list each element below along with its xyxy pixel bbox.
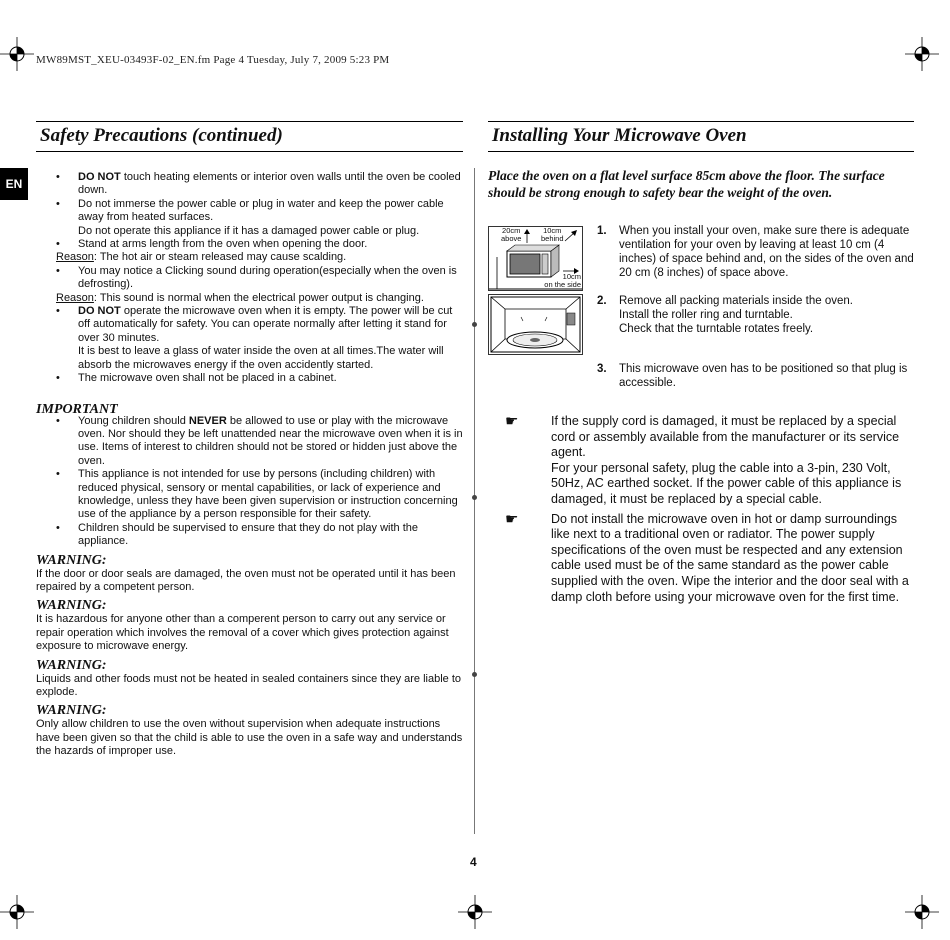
list-item: • Do not immerse the power cable or plug in water and keep the power cable away from heated surfaces. Do not operate this appliance if it has a damaged power cable or plug. (36, 198, 464, 238)
step-1: 1. When you install your oven, make sure there is adequate ventilation for your oven by leaving at least 10 cm (4 inches) of space behind and, on the sides of the oven and 20 cm (8 inches) of space above. (597, 225, 914, 279)
section-title-safety: Safety Precautions (continued) (36, 121, 463, 152)
warning-text: Liquids and other foods must not be heated in sealed containers since they are liable to explode. (36, 672, 461, 698)
step-2: 2. Remove all packing materials inside the oven. Install the roller ring and turntable. Check that the turntable rotates freely. (597, 295, 853, 335)
registration-mark-icon (905, 37, 939, 71)
warning-heading: WARNING: (36, 657, 107, 673)
list-item: • Young children should NEVER be allowed to use or play with the microwave oven. Nor should they be left unattended near the microwave oven when it is in use. Items of interest to children should not be stored or hidden just above the oven. (36, 415, 464, 469)
safety-bullets-1 (36, 171, 464, 251)
list-item: • DO NOT touch heating elements or interior oven walls until the oven be cooled down. (36, 171, 464, 198)
warning-heading: WARNING: (36, 703, 107, 719)
list-item: • Children should be supervised to ensure that they do not play with the appliance. (36, 522, 464, 549)
registration-mark-icon (458, 895, 492, 929)
pointing-hand-icon: ☛ (505, 510, 519, 528)
safety-bullets-3 (36, 305, 464, 385)
pointing-hand-icon: ☛ (505, 413, 519, 430)
important-bullets (36, 415, 464, 549)
warning-text: Only allow children to use the oven without supervision when adequate instructions have been given so that the child is able to use the oven in a safe way and understands the hazards of improper use. (36, 718, 463, 758)
registration-mark-icon (0, 37, 34, 71)
margin-dot (472, 672, 477, 677)
install-steps (597, 224, 917, 390)
section-title-installing: Installing Your Microwave Oven (488, 121, 914, 152)
page-number: 4 (470, 855, 477, 869)
install-notes (505, 414, 913, 605)
safety-body (36, 171, 464, 759)
warning-text: It is hazardous for anyone other than a comperent person to carry out any service or repair operation which involves the removal of a cover which gives protection against exposure to microwave energy. (36, 613, 449, 653)
label-behind: 10cm behind (541, 226, 564, 243)
important-heading: IMPORTANT (36, 401, 118, 417)
warning-heading: WARNING: (36, 598, 107, 614)
reason-note: Reason: The hot air or steam released may cause scalding. (56, 251, 347, 264)
list-item: • The microwave oven shall not be placed in a cabinet. (36, 372, 464, 385)
list-item: • Stand at arms length from the oven when opening the door. (36, 238, 464, 251)
file-header: MW89MST_XEU-03493F-02_EN.fm Page 4 Tuesday, July 7, 2009 5:23 PM (36, 54, 390, 66)
margin-dot (472, 322, 477, 327)
label-side: 10cm on the side (544, 272, 581, 289)
registration-mark-icon (0, 895, 34, 929)
installation-intro: Place the oven on a flat level surface 85cm above the floor. The surface should be strong enough to safety bear the weight of the oven. (488, 168, 885, 200)
turntable-diagram (488, 294, 583, 355)
list-item: • This appliance is not intended for use by persons (including children) with reduced physical, sensory or mental capabilities, or lack of experience and knowledge, unless they have been given supervision or instruction concerning use of the appliance by a person responsible for their safety. (36, 468, 464, 522)
label-above: 20cm above (501, 226, 522, 243)
margin-dot (472, 495, 477, 500)
registration-mark-icon (905, 895, 939, 929)
list-item: • DO NOT operate the microwave oven when it is empty. The power will be cut off automatically for safety. You can operate normally after letting it stand for over 30 minutes. It is best to leave a glass of water inside the oven at all times.The water will absorb the microwaves energy if the oven accidently started. (36, 305, 464, 372)
safety-bullets-2 (36, 265, 464, 292)
column-divider (474, 168, 475, 834)
note-item: ☛ Do not install the microwave oven in hot or damp surroundings like next to a traditional oven or radiator. The power supply specifications of the oven must be respected and any extension cable used must be of the same standard as the power cable supplied with the oven. Wipe the interior and the door seal with a damp cloth before using your microwave oven for the first time. (505, 510, 909, 604)
list-item: • You may notice a Clicking sound during operation(especially when the oven is defrosting). (36, 265, 464, 292)
note-item: ☛ If the supply cord is damaged, it must be replaced by a special cord or assembly available from the manufacturer or its service agent. For your personal safety, plug the cable into a 3-pin, 230 Volt, 50Hz, AC earthed socket. If the power cable of this appliance is damaged, it must be replaced by a special cable. (505, 413, 902, 506)
reason-note: Reason: This sound is normal when the electrical power output is changing. (56, 291, 424, 304)
warning-text: If the door or door seals are damaged, the oven must not be operated until it has been repaired by a competent person. (36, 567, 456, 593)
turntable-icon (489, 295, 582, 354)
step-3: 3. This microwave oven has to be positioned so that plug is accessible. (597, 363, 908, 389)
language-tab: EN (0, 168, 28, 200)
clearance-diagram (488, 226, 583, 291)
warning-heading: WARNING: (36, 552, 107, 568)
